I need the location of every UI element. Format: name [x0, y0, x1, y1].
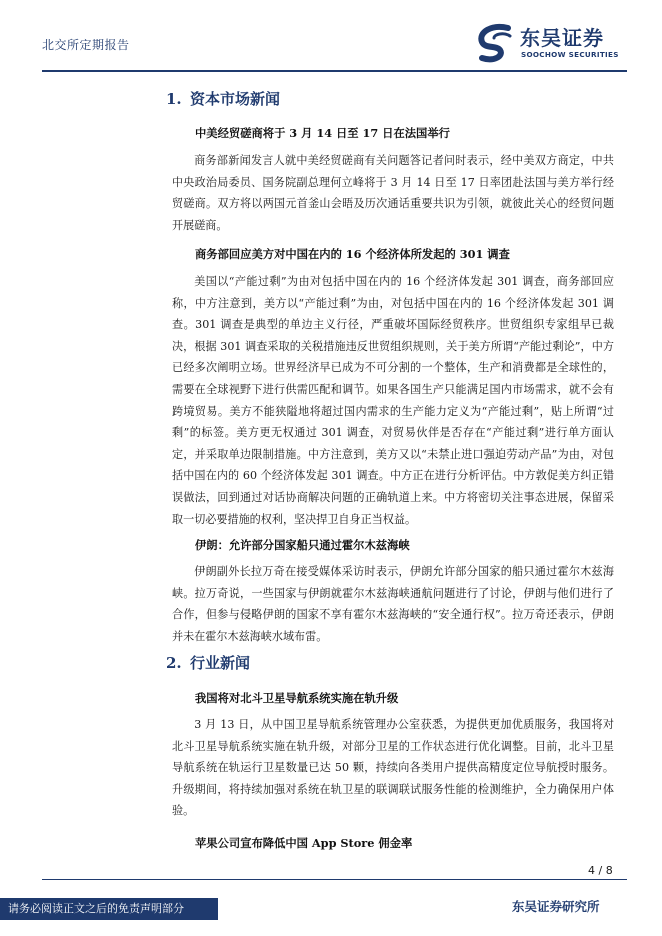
section-title: 资本市场新闻	[190, 90, 281, 108]
article-heading: 我国将对北斗卫星导航系统实施在轨升级	[195, 691, 399, 705]
soochow-logo-icon	[474, 22, 516, 64]
section-number: 1.	[166, 90, 182, 108]
page-number: 4 / 8	[588, 864, 613, 877]
article-heading: 苹果公司宣布降低中国 App Store 佣金率	[195, 836, 413, 850]
article-body: 商务部新闻发言人就中美经贸磋商有关问题答记者问时表示，经中美双方商定，中共中央政治局委员、国务院副总理何立峰将于 3 月 14 日至 17 日率团赴法国与美方举行经贸磋商。双方将以两国元首釜山会晤及历次通话重要共识为引领，就彼此关心的经贸问题开展磋商。	[172, 154, 614, 232]
section-heading-capital-market	[166, 88, 280, 109]
article-body: 3 月 13 日，从中国卫星导航系统管理办公室获悉，为提供更加优质服务，我国将对北斗卫星导航系统实施在轨升级，对部分卫星的工作状态进行优化调整。目前，北斗卫星导航系统在轨运行卫星数量已达 50 颗，持续向各类用户提供高精度定位导航授时服务。升级期间，将持续加强对系统在轨卫星的联调联试服务性能的检测维护，全力确保用户体验。	[172, 718, 614, 818]
article-heading: 中美经贸磋商将于 3 月 14 日至 17 日在法国举行	[195, 126, 450, 140]
disclaimer-banner: 请务必阅读正文之后的免责声明部分	[0, 898, 218, 920]
article-body: 伊朗副外长拉万奇在接受媒体采访时表示，伊朗允许部分国家的船只通过霍尔木兹海峡。拉万奇说，一些国家与伊朗就霍尔木兹海峡通航问题进行了讨论，伊朗与他们进行了合作，但参与侵略伊朗的国家不享有霍尔木兹海峡的“安全通行权”。拉万奇还表示，伊朗并未在霍尔木兹海峡水域布雷。	[172, 565, 614, 643]
section-title: 行业新闻	[190, 654, 251, 672]
report-type-label: 北交所定期报告	[42, 38, 130, 52]
article-heading: 伊朗：允许部分国家船只通过霍尔木兹海峡	[195, 538, 410, 552]
article-body: 美国以“产能过剩”为由对包括中国在内的 16 个经济体发起 301 调查，商务部回应称，中方注意到，美方以“产能过剩”为由，对包括中国在内的 16 个经济体发起 301 调查。301 调查是典型的单边主义行径，严重破坏国际经贸秩序。世贸组织专家组早已裁决，根据 301 调查采取的关税措施违反世贸组织规则，关于美方所谓“产能过剩论”，中方已经多次阐明立场。世界经济早已成为不可分割的一个整体，生产和消费都是全球性的，需要在全球视野下进行供需匹配和调节。如果各国生产只能满足国内市场需求，就不会有跨境贸易。美方不能狭隘地将超过国内需求的生产能力定义为“产能过剩”，贴上所谓“过剩”的标签。美方更无权通过 301 调查，对贸易伙伴是否存在“产能过剩”进行单方面认定，并采取单边限制措施。中方注意到，美方又以“未禁止进口强迫劳动产品”为由，对包括中国在内的 60 个经济体发起 301 调查。中方正在进行分析评估。中方敦促美方纠正错误做法，回到通过对话协商解决问题的正确轨道上来。中方将密切关注事态进展，保留采取一切必要措施的权利，坚决捍卫自身正当权益。	[172, 275, 614, 526]
section-heading-industry-news	[166, 652, 250, 673]
brand-logo	[474, 22, 624, 64]
article-heading: 商务部回应美方对中国在内的 16 个经济体所发起的 301 调查	[195, 247, 510, 261]
logo-english-text: SOOCHOW SECURITIES	[521, 50, 619, 59]
section-number: 2.	[166, 654, 182, 672]
logo-chinese-text: 东吴证券	[520, 26, 604, 50]
footer-divider	[42, 879, 627, 880]
header-divider	[42, 70, 627, 72]
research-institute-label: 东吴证券研究所	[512, 899, 600, 914]
